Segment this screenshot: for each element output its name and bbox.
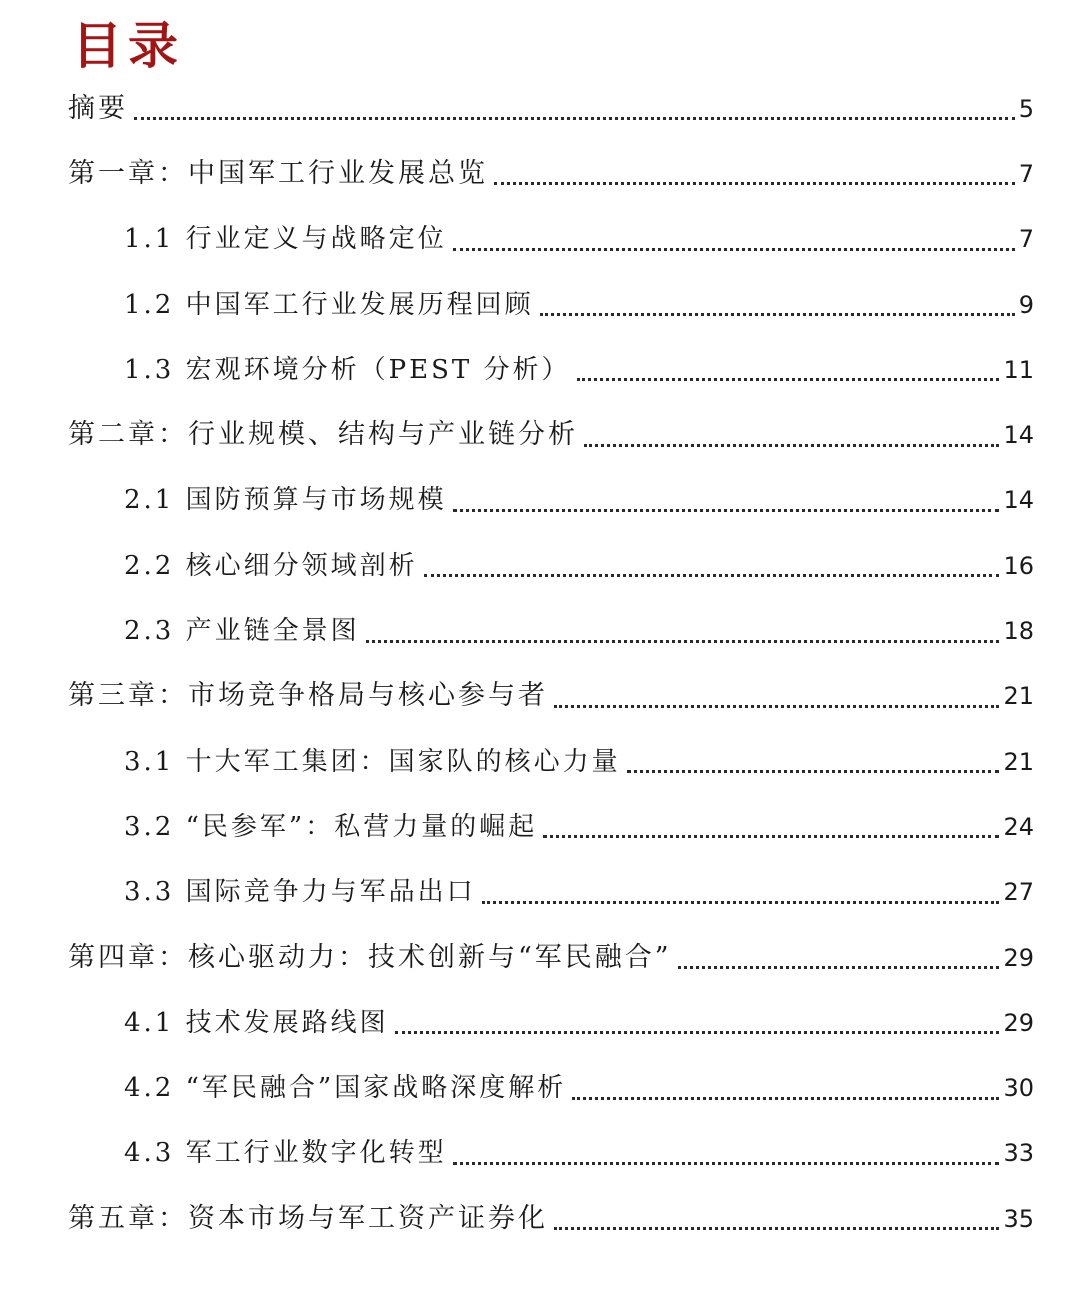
toc-entry-label: 4.2 “军民融合”国家战略深度解析 [124,1073,567,1104]
dot-leader [543,835,999,838]
dot-leader [453,1162,1000,1165]
toc-entry-section-4-2[interactable] [0,1055,1080,1120]
toc-entry-label: 第四章：核心驱动力：技术创新与“军民融合” [68,941,672,973]
toc-entry-section-1-2[interactable] [0,272,1080,337]
dot-leader [134,117,1015,120]
toc-entry-chapter-2[interactable] [0,402,1080,467]
toc-entry-page-number: 9 [1018,290,1034,319]
toc-entry-page-number: 29 [1003,1008,1034,1037]
toc-entry-page-number: 14 [1003,421,1034,450]
toc-entry-label: 第五章：资本市场与军工资产证券化 [68,1202,548,1234]
toc-entry-label: 3.3 国际竞争力与军品出口 [124,877,476,908]
toc-entry-label: 第三章：市场竞争格局与核心参与者 [68,680,548,712]
dot-leader [453,509,1000,512]
dot-leader [366,640,1000,643]
toc-entry-label: 第一章：中国军工行业发展总览 [68,157,488,189]
toc-entry-page-number: 18 [1003,617,1034,646]
dot-leader [540,313,1015,316]
toc-list [0,76,1080,1251]
toc-entry-label: 2.2 核心细分领域剖析 [124,550,418,581]
dot-leader [554,1227,999,1230]
toc-entry-label: 2.1 国防预算与市场规模 [124,485,447,516]
toc-entry-section-4-1[interactable] [0,990,1080,1055]
toc-entry-label: 1.1 行业定义与战略定位 [124,224,447,255]
dot-leader [678,966,1000,969]
dot-leader [395,1031,1000,1034]
dot-leader [584,444,999,447]
toc-entry-section-3-1[interactable] [0,729,1080,794]
toc-entry-page-number: 11 [1003,355,1034,384]
toc-entry-page-number: 30 [1003,1074,1034,1103]
dot-leader [453,248,1015,251]
toc-entry-section-3-3[interactable] [0,860,1080,925]
toc-entry-page-number: 7 [1018,159,1034,188]
dot-leader [577,378,1000,381]
toc-entry-section-2-2[interactable] [0,533,1080,598]
dot-leader [554,705,999,708]
toc-entry-page-number: 27 [1003,878,1034,907]
dot-leader [572,1097,999,1100]
toc-entry-page-number: 24 [1003,812,1034,841]
toc-entry-page-number: 7 [1018,225,1034,254]
dot-leader [627,770,1000,773]
toc-entry-section-2-3[interactable] [0,598,1080,663]
toc-entry-section-1-1[interactable] [0,207,1080,272]
toc-entry-page-number: 14 [1003,486,1034,515]
toc-entry-label: 3.1 十大军工集团：国家队的核心力量 [124,746,621,777]
toc-entry-page-number: 29 [1003,943,1034,972]
toc-entry-label: 2.3 产业链全景图 [124,616,360,647]
toc-entry-page-number: 21 [1003,747,1034,776]
toc-entry-section-1-3[interactable] [0,337,1080,402]
toc-entry-label: 3.2 “民参军”：私营力量的崛起 [124,811,538,842]
toc-entry-page-number: 5 [1018,94,1034,123]
toc-entry-abstract[interactable] [0,76,1080,141]
toc-entry-section-3-2[interactable] [0,794,1080,859]
dot-leader [482,901,1000,904]
dot-leader [424,574,1000,577]
toc-entry-label: 第二章：行业规模、结构与产业链分析 [68,419,578,451]
toc-entry-label: 摘要 [68,92,128,124]
toc-entry-page-number: 21 [1003,682,1034,711]
toc-entry-chapter-3[interactable] [0,664,1080,729]
toc-entry-label: 1.3 宏观环境分析（PEST 分析） [124,354,571,385]
toc-entry-chapter-5[interactable] [0,1186,1080,1251]
toc-entry-chapter-4[interactable] [0,925,1080,990]
toc-entry-section-2-1[interactable] [0,468,1080,533]
toc-entry-section-4-3[interactable] [0,1121,1080,1186]
toc-entry-page-number: 33 [1003,1139,1034,1168]
toc-entry-label: 1.2 中国军工行业发展历程回顾 [124,289,534,320]
toc-title: 目录 [72,16,184,75]
toc-entry-label: 4.1 技术发展路线图 [124,1007,389,1038]
toc-entry-page-number: 35 [1003,1204,1034,1233]
toc-entry-page-number: 16 [1003,551,1034,580]
toc-entry-label: 4.3 军工行业数字化转型 [124,1138,447,1169]
dot-leader [494,182,1015,185]
toc-entry-chapter-1[interactable] [0,141,1080,206]
